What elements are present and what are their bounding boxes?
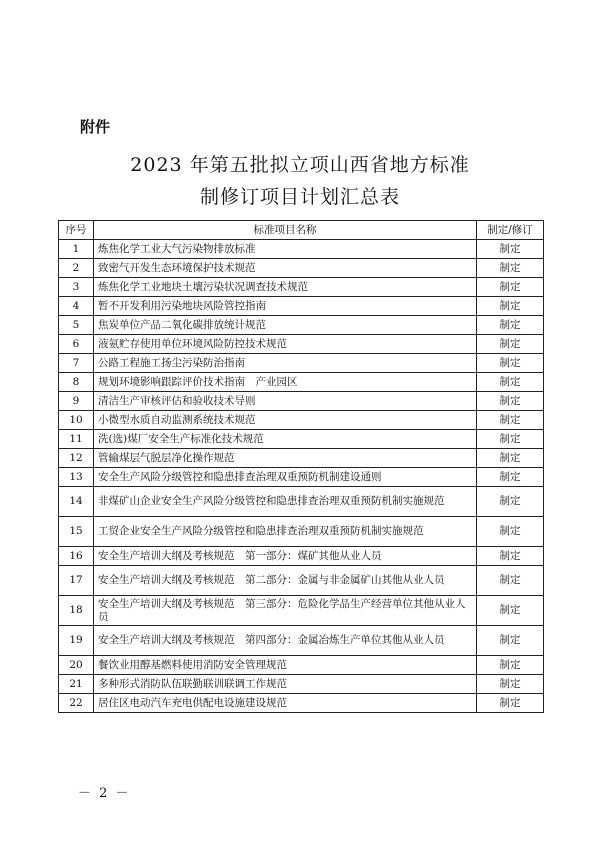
row-serial-number: 18 — [59, 596, 94, 626]
row-project-name: 工贸企业安全生产风险分级管控和隐患排查治理双重预防机制实施规范 — [94, 517, 477, 547]
table-row — [59, 373, 544, 392]
row-serial-number: 19 — [59, 626, 94, 656]
row-project-name: 清洁生产审核评估和验收技术导则 — [94, 392, 477, 411]
table-row — [59, 694, 544, 713]
row-project-name: 液氨贮存使用单位环境风险防控技术规范 — [94, 335, 477, 354]
row-project-name: 居住区电动汽车充电供配电设施建设规范 — [94, 694, 477, 713]
table-row — [59, 354, 544, 373]
row-serial-number: 9 — [59, 392, 94, 411]
row-revision-type: 制定 — [477, 468, 544, 487]
table-row — [59, 411, 544, 430]
row-project-name: 公路工程施工扬尘污染防治指南 — [94, 354, 477, 373]
row-serial-number: 3 — [59, 278, 94, 297]
row-project-name: 安全生产风险分级管控和隐患排查治理双重预防机制建设通则 — [94, 468, 477, 487]
row-project-name: 安全生产培训大纲及考核规范 第三部分：危险化学品生产经营单位其他从业人员 — [94, 596, 477, 626]
row-project-name: 洗(选)煤厂安全生产标准化技术规范 — [94, 430, 477, 449]
row-serial-number: 20 — [59, 656, 94, 675]
row-revision-type: 制定 — [477, 487, 544, 517]
table-row — [59, 259, 544, 278]
row-revision-type: 制定 — [477, 547, 544, 566]
table-row — [59, 626, 544, 656]
row-revision-type: 制定 — [477, 411, 544, 430]
row-project-name: 致密气开发生态环境保护技术规范 — [94, 259, 477, 278]
table-row — [59, 335, 544, 354]
table-row — [59, 316, 544, 335]
table-row — [59, 547, 544, 566]
row-project-name: 暂不开发利用污染地块风险管控指南 — [94, 297, 477, 316]
row-project-name: 炼焦化学工业地块土壤污染状况调查技术规范 — [94, 278, 477, 297]
table-row — [59, 240, 544, 259]
row-serial-number: 1 — [59, 240, 94, 259]
table-row — [59, 297, 544, 316]
row-project-name: 炼焦化学工业大气污染物排放标准 — [94, 240, 477, 259]
row-revision-type: 制定 — [477, 335, 544, 354]
row-serial-number: 22 — [59, 694, 94, 713]
row-serial-number: 12 — [59, 449, 94, 468]
table-row — [59, 487, 544, 517]
row-serial-number: 8 — [59, 373, 94, 392]
table-row — [59, 656, 544, 675]
row-revision-type: 制定 — [477, 240, 544, 259]
row-revision-type: 制定 — [477, 656, 544, 675]
table-row — [59, 675, 544, 694]
row-serial-number: 7 — [59, 354, 94, 373]
document-title-line-2: 制修订项目计划汇总表 — [199, 186, 400, 208]
row-serial-number: 16 — [59, 547, 94, 566]
row-revision-type: 制定 — [477, 392, 544, 411]
row-project-name: 管输煤层气脱层净化操作规范 — [94, 449, 477, 468]
row-revision-type: 制定 — [477, 297, 544, 316]
row-serial-number: 21 — [59, 675, 94, 694]
header-serial-number: 序号 — [59, 221, 94, 240]
table-row — [59, 430, 544, 449]
table-row — [59, 392, 544, 411]
row-serial-number: 10 — [59, 411, 94, 430]
row-revision-type: 制定 — [477, 517, 544, 547]
row-project-name: 安全生产培训大纲及考核规范 第四部分：金属冶炼生产单位其他从业人员 — [94, 626, 477, 656]
table-row — [59, 596, 544, 626]
standards-table — [58, 220, 544, 713]
row-serial-number: 4 — [59, 297, 94, 316]
row-serial-number: 15 — [59, 517, 94, 547]
row-serial-number: 11 — [59, 430, 94, 449]
row-project-name: 安全生产培训大纲及考核规范 第一部分：煤矿其他从业人员 — [94, 547, 477, 566]
page-number: － 2 － — [78, 786, 131, 801]
row-revision-type: 制定 — [477, 675, 544, 694]
header-project-name: 标准项目名称 — [94, 221, 477, 240]
row-revision-type: 制定 — [477, 694, 544, 713]
table-row — [59, 468, 544, 487]
row-serial-number: 6 — [59, 335, 94, 354]
row-serial-number: 5 — [59, 316, 94, 335]
document-title-line-1: 2023 年第五批拟立项山西省地方标准 — [130, 154, 470, 176]
table-row — [59, 517, 544, 547]
row-project-name: 小微型水质自动监测系统技术规范 — [94, 411, 477, 430]
table-row — [59, 566, 544, 596]
row-project-name: 餐饮业用醇基燃料使用消防安全管理规范 — [94, 656, 477, 675]
row-revision-type: 制定 — [477, 354, 544, 373]
table-header-row — [59, 221, 544, 240]
row-revision-type: 制定 — [477, 596, 544, 626]
row-revision-type: 制定 — [477, 626, 544, 656]
row-revision-type: 制定 — [477, 278, 544, 297]
row-project-name: 多种形式消防队伍联勤联训联调工作规范 — [94, 675, 477, 694]
row-serial-number: 14 — [59, 487, 94, 517]
row-project-name: 安全生产培训大纲及考核规范 第二部分：金属与非金属矿山其他从业人员 — [94, 566, 477, 596]
row-revision-type: 制定 — [477, 316, 544, 335]
header-revision-type: 制定/修订 — [477, 221, 544, 240]
row-revision-type: 制定 — [477, 566, 544, 596]
row-serial-number: 13 — [59, 468, 94, 487]
row-revision-type: 制定 — [477, 449, 544, 468]
row-revision-type: 制定 — [477, 259, 544, 278]
row-serial-number: 2 — [59, 259, 94, 278]
row-project-name: 规划环境影响跟踪评价技术指南 产业园区 — [94, 373, 477, 392]
row-serial-number: 17 — [59, 566, 94, 596]
attachment-label: 附件 — [80, 118, 111, 136]
row-project-name: 非煤矿山企业安全生产风险分级管控和隐患排查治理双重预防机制实施规范 — [94, 487, 477, 517]
row-revision-type: 制定 — [477, 430, 544, 449]
table-body — [59, 240, 544, 713]
row-revision-type: 制定 — [477, 373, 544, 392]
table-row — [59, 278, 544, 297]
row-project-name: 焦炭单位产品二氧化碳排放统计规范 — [94, 316, 477, 335]
table-row — [59, 449, 544, 468]
